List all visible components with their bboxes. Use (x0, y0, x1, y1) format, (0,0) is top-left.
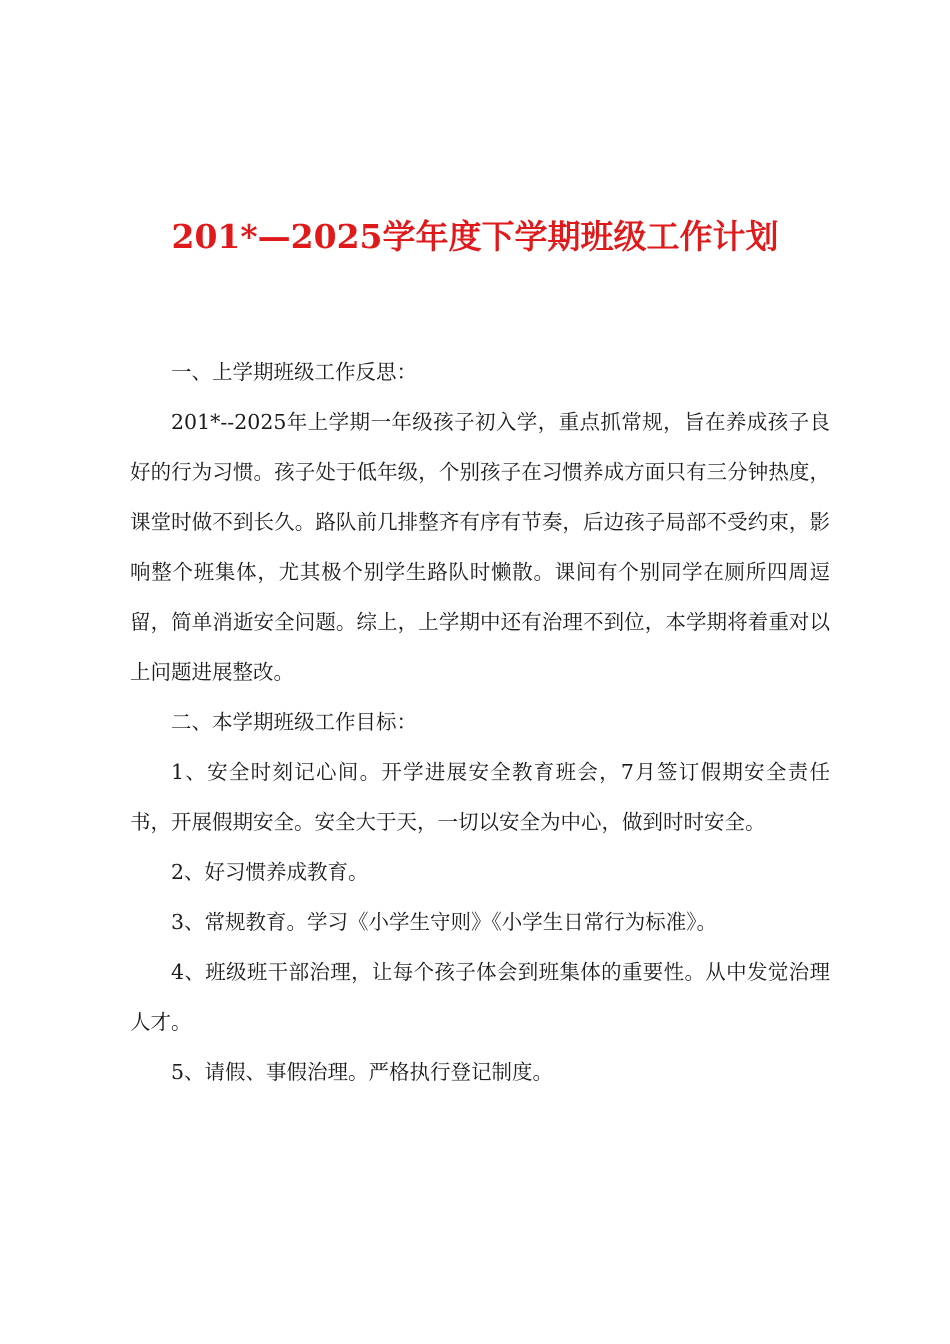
reflection-paragraph: 201*--2025年上学期一年级孩子初入学，重点抓常规，旨在养成孩子良好的行为习惯。孩子处于低年级，个别孩子在习惯养成方面只有三分钟热度，课堂时做不到长久。路队前几排整齐有序有节奏，后边孩子局部不受约束，影响整个班集体，尤其极个别学生路队时懒散。课间有个别同学在厕所四周逗留，简单消逝安全问题。综上，上学期中还有治理不到位，本学期将着重对以上问题进展整改。 (130, 410, 830, 684)
section-heading-goals: 二、本学期班级工作目标： (171, 710, 417, 734)
section-heading-reflection: 一、上学期班级工作反思： (171, 360, 417, 384)
document-body (130, 347, 830, 1097)
document-title: 201*—2025学年度下学期班级工作计划 (171, 217, 779, 256)
goal-item-habits: 2、好习惯养成教育。 (171, 860, 369, 884)
goal-item-class-cadres: 4、班级班干部治理，让每个孩子体会到班集体的重要性。从中发觉治理人才。 (130, 960, 830, 1034)
goal-item-routine: 3、常规教育。学习《小学生守则》《小学生日常行为标准》。 (171, 910, 718, 934)
goal-item-leave: 5、请假、事假治理。严格执行登记制度。 (171, 1060, 554, 1084)
goal-item-safety: 1、安全时刻记心间。开学进展安全教育班会，7月签订假期安全责任书，开展假期安全。安全大于天，一切以安全为中心，做到时时安全。 (130, 760, 830, 834)
